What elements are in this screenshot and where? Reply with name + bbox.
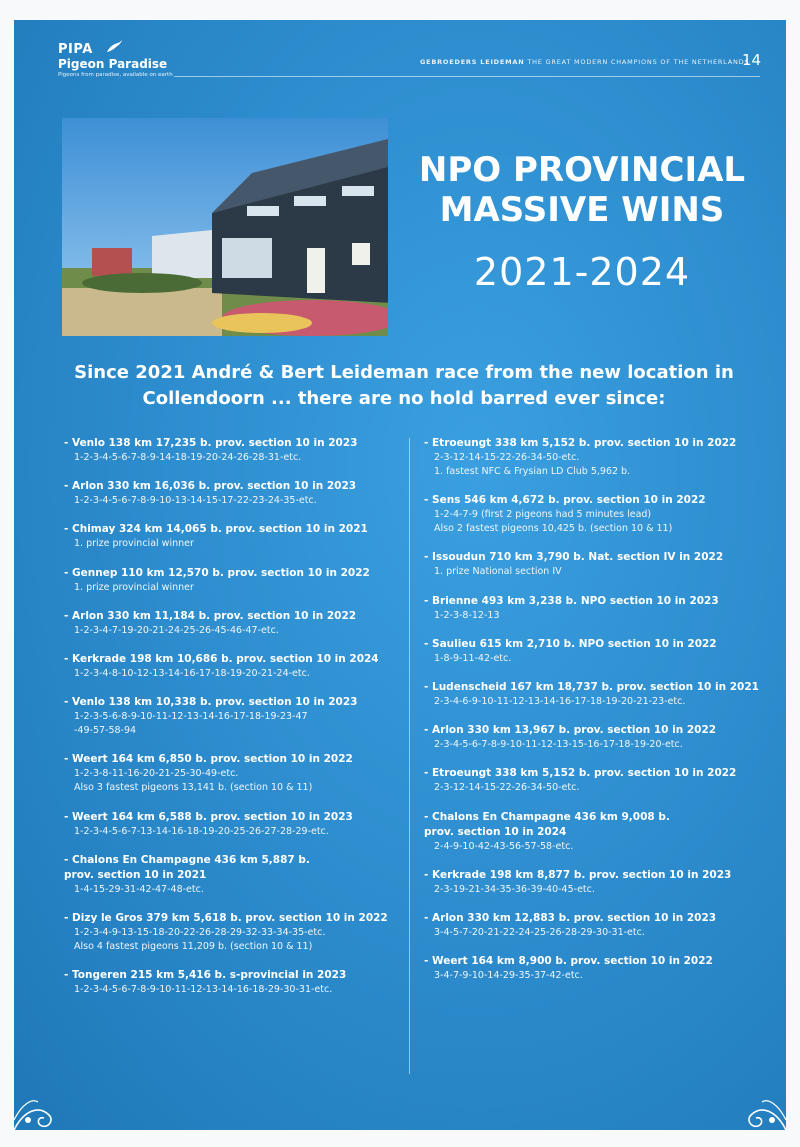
race-title: - Kerkrade 198 km 10,686 b. prov. section 10 in 2024 — [64, 652, 379, 665]
race-result — [424, 680, 764, 709]
race-placings: 1-2-4-7-9 (first 2 pigeons had 5 minutes lead) — [434, 509, 652, 521]
intro-text — [54, 360, 754, 412]
race-result — [424, 594, 764, 623]
race-placings: 1-2-3-4-5-6-7-13-14-16-18-19-20-25-26-27-28-29-etc. — [74, 825, 329, 837]
race-placings: 1-2-3-8-11-16-20-21-25-30-49-etc. — [74, 768, 239, 780]
race-result — [64, 652, 404, 681]
race-title: - Weert 164 km 6,588 b. prov. section 10 in 2023 — [64, 810, 353, 823]
race-title: - Arlon 330 km 12,883 b. prov. section 10 in 2023 — [424, 911, 717, 924]
running-header-bold: GEBROEDERS LEIDEMAN — [420, 58, 525, 66]
race-placings: 1-2-3-4-5-6-7-8-9-10-13-14-15-17-22-23-24-35-etc. — [74, 495, 317, 507]
race-placings: 1-2-3-4-8-10-12-13-14-16-17-18-19-20-21-24-etc. — [74, 667, 310, 679]
race-placings: 1. fastest NFC & Frysian LD Club 5,962 b. — [434, 466, 631, 477]
title-line-1: NPO PROVINCIAL — [418, 150, 746, 190]
race-result — [424, 868, 764, 897]
race-placings: 2-3-4-6-9-10-11-12-13-14-16-17-18-19-20-21-23-etc. — [434, 695, 686, 707]
race-placings: 2-3-4-5-6-7-8-9-10-11-12-13-15-16-17-18-19-20-etc. — [434, 739, 683, 751]
running-header — [420, 58, 749, 66]
race-title: - Chalons En Champagne 436 km 5,887 b. prov. section 10 in 2021 — [64, 853, 310, 881]
running-header-rest: THE GREAT MODERN CHAMPIONS OF THE NETHERLANDS — [527, 58, 750, 66]
title-line-2: MASSIVE WINS — [439, 190, 725, 230]
ornament-left-icon — [14, 1060, 84, 1130]
race-placings: 2-3-12-14-15-22-26-34-50-etc. — [434, 782, 580, 794]
logo-name: Pigeon Paradise — [58, 57, 168, 71]
race-title: - Venlo 138 km 17,235 b. prov. section 10 in 2023 — [64, 437, 358, 449]
race-placings: 1-2-3-8-12-13 — [434, 609, 500, 621]
loft-photo — [62, 118, 388, 336]
intro-line-1: Since 2021 André & Bert Leideman race from the new location in — [74, 362, 734, 383]
race-title: - Saulieu 615 km 2,710 b. NPO section 10 in 2022 — [424, 637, 717, 650]
race-title: - Chalons En Champagne 436 km 9,008 b. prov. section 10 in 2024 — [424, 810, 670, 838]
results-column-right — [424, 436, 764, 997]
race-title: - Ludenscheid 167 km 18,737 b. prov. section 10 in 2021 — [424, 680, 759, 693]
race-placings: 1-8-9-11-42-etc. — [434, 652, 512, 664]
race-placings: 3-4-7-9-10-14-29-35-37-42-etc. — [434, 970, 583, 982]
column-divider — [409, 438, 410, 1074]
race-result — [424, 723, 764, 752]
race-placings: 2-3-12-14-15-22-26-34-50-etc. — [434, 452, 580, 463]
race-title: - Kerkrade 198 km 8,877 b. prov. section 10 in 2023 — [424, 868, 732, 881]
race-result — [64, 810, 404, 839]
race-title: - Etroeungt 338 km 5,152 b. prov. section 10 in 2022 — [424, 767, 737, 780]
page-title — [384, 150, 780, 230]
race-result — [64, 695, 404, 738]
race-title: - Weert 164 km 6,850 b. prov. section 10 in 2022 — [64, 753, 353, 766]
race-result — [424, 493, 764, 536]
logo-tagline: Pigeons from paradise, available on earth — [58, 72, 173, 78]
race-placings: 1. prize provincial winner — [74, 581, 194, 593]
race-result — [424, 766, 764, 795]
race-placings: 1-2-3-4-5-6-7-8-9-10-11-12-13-14-16-18-29-30-31-etc. — [74, 984, 333, 996]
race-result — [424, 810, 764, 854]
race-result — [424, 550, 764, 579]
page-number: 14 — [742, 51, 762, 69]
race-title: - Arlon 330 km 16,036 b. prov. section 10 in 2023 — [64, 480, 357, 493]
race-title: - Weert 164 km 8,900 b. prov. section 10 in 2022 — [424, 955, 713, 968]
race-result — [64, 479, 404, 508]
race-placings: -49-57-58-94 — [74, 725, 137, 737]
race-placings: 1-4-15-29-31-42-47-48-etc. — [74, 883, 204, 895]
race-title: - Sens 546 km 4,672 b. prov. section 10 in 2022 — [424, 494, 706, 507]
race-title: - Etroeungt 338 km 5,152 b. prov. section 10 in 2022 — [424, 437, 737, 449]
race-result — [424, 911, 764, 940]
race-placings: 2-3-19-21-34-35-36-39-40-45-etc. — [434, 883, 595, 895]
race-title: - Chimay 324 km 14,065 b. prov. section 10 in 2021 — [64, 523, 368, 536]
race-title: - Arlon 330 km 11,184 b. prov. section 10 in 2022 — [64, 609, 357, 622]
race-placings: 1. prize National section IV — [434, 566, 562, 578]
race-title: - Tongeren 215 km 5,416 b. s-provincial in 2023 — [64, 969, 347, 982]
magazine-page — [14, 20, 786, 1130]
race-placings: 1. prize provincial winner — [74, 538, 194, 550]
race-result — [64, 853, 404, 897]
race-result — [64, 609, 404, 638]
race-placings: 1-2-3-4-5-6-7-8-9-14-18-19-20-24-26-28-31-etc. — [74, 452, 302, 463]
race-title: - Venlo 138 km 10,338 b. prov. section 10 in 2023 — [64, 696, 358, 709]
results-column-left — [64, 436, 404, 1011]
race-title: - Dizy le Gros 379 km 5,618 b. prov. section 10 in 2022 — [64, 911, 388, 924]
race-placings: 3-4-5-7-20-21-22-24-25-26-28-29-30-31-etc. — [434, 926, 645, 938]
header-divider — [174, 76, 760, 77]
race-result — [64, 911, 404, 954]
race-placings: Also 2 fastest pigeons 10,425 b. (section 10 & 11) — [434, 523, 673, 535]
title-years: 2021-2024 — [473, 250, 691, 294]
pigeon-loft-image — [62, 118, 388, 336]
intro-line-2: Collendoorn ... there are no hold barred ever since: — [142, 388, 666, 409]
race-result — [424, 436, 764, 479]
race-title: - Issoudun 710 km 3,790 b. Nat. section IV in 2022 — [424, 551, 724, 564]
race-result — [64, 968, 404, 997]
race-placings: 1-2-3-4-7-19-20-21-24-25-26-45-46-47-etc. — [74, 624, 279, 636]
race-result — [424, 954, 764, 983]
ornament-right-icon — [716, 1060, 786, 1130]
race-title: - Arlon 330 km 13,967 b. prov. section 10 in 2022 — [424, 724, 717, 737]
pigeon-logo-icon — [104, 38, 124, 58]
race-placings: 2-4-9-10-42-43-56-57-58-etc. — [434, 840, 574, 852]
race-result — [64, 566, 404, 595]
race-result — [424, 637, 764, 666]
race-title: - Brienne 493 km 3,238 b. NPO section 10 in 2023 — [424, 594, 719, 607]
race-result — [64, 436, 404, 465]
race-placings: 1-2-3-4-9-13-15-18-20-22-26-28-29-32-33-34-35-etc. — [74, 926, 326, 938]
race-title: - Gennep 110 km 12,570 b. prov. section 10 in 2022 — [64, 566, 370, 579]
pipa-logo — [58, 42, 173, 78]
race-placings: Also 3 fastest pigeons 13,141 b. (section 10 & 11) — [74, 782, 313, 794]
race-placings: 1-2-3-5-6-8-9-10-11-12-13-14-16-17-18-19-23-47 — [74, 711, 308, 723]
race-result — [64, 752, 404, 795]
race-result — [64, 522, 404, 551]
race-placings: Also 4 fastest pigeons 11,209 b. (section 10 & 11) — [74, 940, 313, 952]
logo-brand: PIPA — [58, 42, 93, 57]
